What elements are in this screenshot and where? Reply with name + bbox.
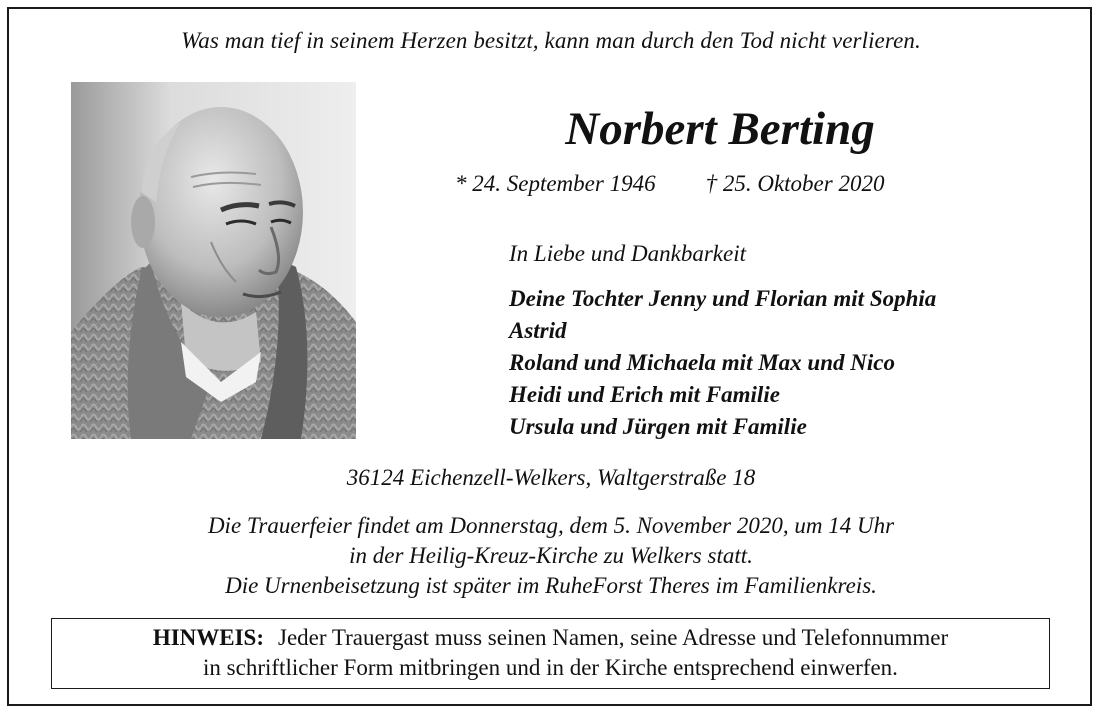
mourner-line: Ursula und Jürgen mit Familie xyxy=(509,414,807,439)
mourner-line: Roland und Michaela mit Max und Nico xyxy=(509,350,895,375)
death-date: † 25. Oktober 2020 xyxy=(705,171,885,196)
service-line: in der Heilig-Kreuz-Kirche zu Welkers statt. xyxy=(349,543,753,568)
service-line: Die Trauerfeier findet am Donnerstag, dem 5. November 2020, um 14 Uhr xyxy=(207,513,895,538)
notice-label: HINWEIS: xyxy=(152,625,265,650)
motto-quote: Was man tief in seinem Herzen besitzt, kann man durch den Tod nicht verlieren. xyxy=(181,28,921,53)
family-address: 36124 Eichenzell-Welkers, Waltgerstraße 18 xyxy=(346,465,756,490)
mourner-line: Astrid xyxy=(509,318,567,343)
birth-date: * 24. September 1946 xyxy=(455,171,656,196)
notice-line-1 xyxy=(52,623,1049,653)
dedication-line: In Liebe und Dankbarkeit xyxy=(509,241,746,266)
notice-box xyxy=(51,618,1050,689)
notice-text-2: in schriftlicher Form mitbringen und in der Kirche entsprechend einwerfen. xyxy=(203,655,898,680)
funeral-service-info xyxy=(0,511,1102,601)
deceased-name: Norbert Berting xyxy=(565,103,875,155)
mourner-line: Deine Tochter Jenny und Florian mit Sophia xyxy=(509,286,937,311)
portrait-photo xyxy=(71,82,356,439)
mourner-line: Heidi und Erich mit Familie xyxy=(509,382,780,407)
mourners-list xyxy=(509,283,936,443)
notice-text-1: Jeder Trauergast muss seinen Namen, seine Adresse und Telefonnummer xyxy=(278,625,949,650)
life-dates xyxy=(455,171,884,197)
service-line: Die Urnenbeisetzung ist später im RuheForst Theres im Familienkreis. xyxy=(225,573,877,598)
